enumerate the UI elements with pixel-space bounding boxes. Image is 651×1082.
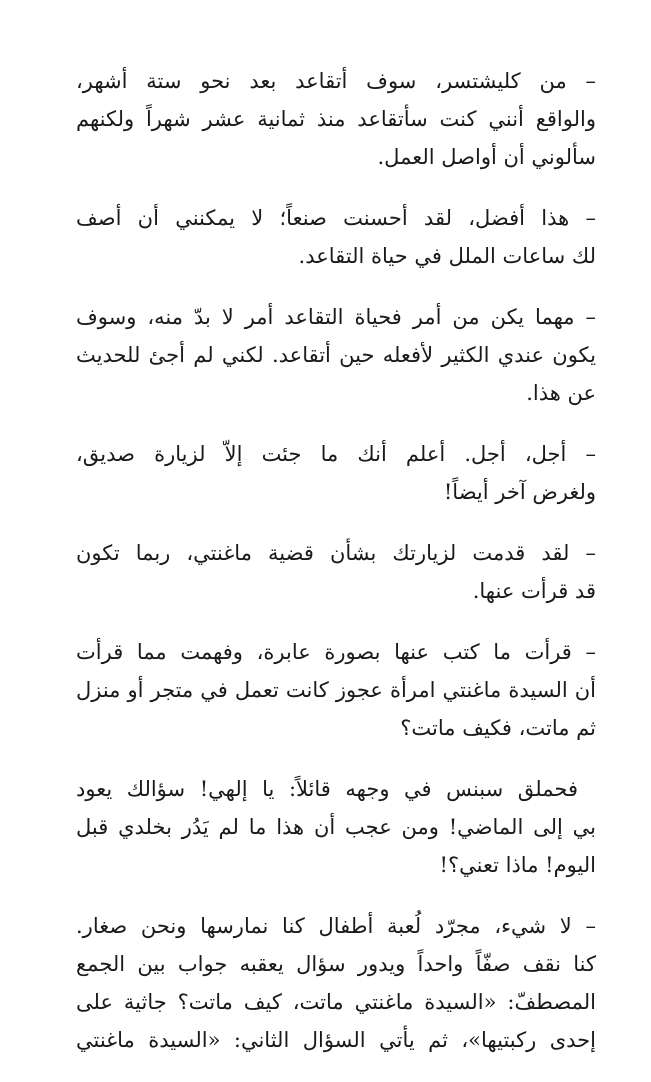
text-line: لك ساعات الملل في حياة التقاعد. — [298, 244, 596, 268]
text-line: – من كليشتسر، سوف أتقاعد بعد نحو ستة أشهر، — [76, 69, 596, 93]
text-line: ولغرض آخر أيضاً! — [443, 480, 596, 504]
text-line: قد قرأت عنها. — [472, 579, 596, 603]
text-line: بي إلى الماضي! ومن عجب أن هذا ما لم يَدُر بخلدي قبل — [76, 815, 596, 839]
paragraph-1 — [76, 62, 596, 176]
text-line: – أجل، أجل. أعلم أنك ما جئت إلاّ لزيارة صديق، — [76, 442, 596, 466]
text-line: – هذا أفضل، لقد أحسنت صنعاً؛ لا يمكنني أن أصف — [76, 206, 596, 230]
text-line: سألوني أن أواصل العمل. — [377, 145, 596, 169]
text-line: إحدى ركبتيها»، ثم يأتي السؤال الثاني: «السيدة ماغنتي — [76, 1028, 596, 1052]
text-line: عن هذا. — [526, 381, 596, 405]
text-line: فحملق سبنس في وجهه قائلاً: يا إلهي! سؤالك يعود — [76, 777, 578, 801]
paragraph-4 — [76, 435, 596, 511]
paragraph-5 — [76, 534, 596, 610]
paragraph-3 — [76, 298, 596, 412]
text-line: والواقع أنني كنت سأتقاعد منذ ثمانية عشر شهراً ولكنهم — [76, 107, 596, 131]
text-line: اليوم! ماذا تعني؟! — [439, 853, 596, 877]
text-line: ثم ماتت، فكيف ماتت؟ — [400, 716, 596, 740]
text-line: كنا نقف صفّاً واحداً ويدور سؤال يعقبه جواب بين الجمع — [76, 952, 596, 976]
text-line: أن السيدة ماغنتي امرأة عجوز كانت تعمل في متجر أو منزل — [76, 678, 596, 702]
text-line: – قرأت ما كتب عنها بصورة عابرة، وفهمت مما قرأت — [76, 640, 596, 664]
paragraph-6 — [76, 633, 596, 747]
paragraph-7 — [76, 770, 596, 884]
text-line: – لقد قدمت لزيارتك بشأن قضية ماغنتي، ربما تكون — [76, 541, 596, 565]
paragraph-8 — [76, 907, 596, 1059]
text-line: – لا شيء، مجرّد لُعبة أطفال كنا نمارسها ونحن صغار. — [76, 914, 596, 938]
text-line: المصطفّ: «السيدة ماغنتي ماتت، كيف ماتت؟ جاثية على — [76, 990, 596, 1014]
text-line: – مهما يكن من أمر فحياة التقاعد أمر لا بدّ منه، وسوف — [76, 305, 596, 329]
text-line: يكون عندي الكثير لأفعله حين أتقاعد. لكني لم أجئ للحديث — [76, 343, 596, 367]
paragraph-2 — [76, 199, 596, 275]
book-page — [76, 62, 596, 1082]
